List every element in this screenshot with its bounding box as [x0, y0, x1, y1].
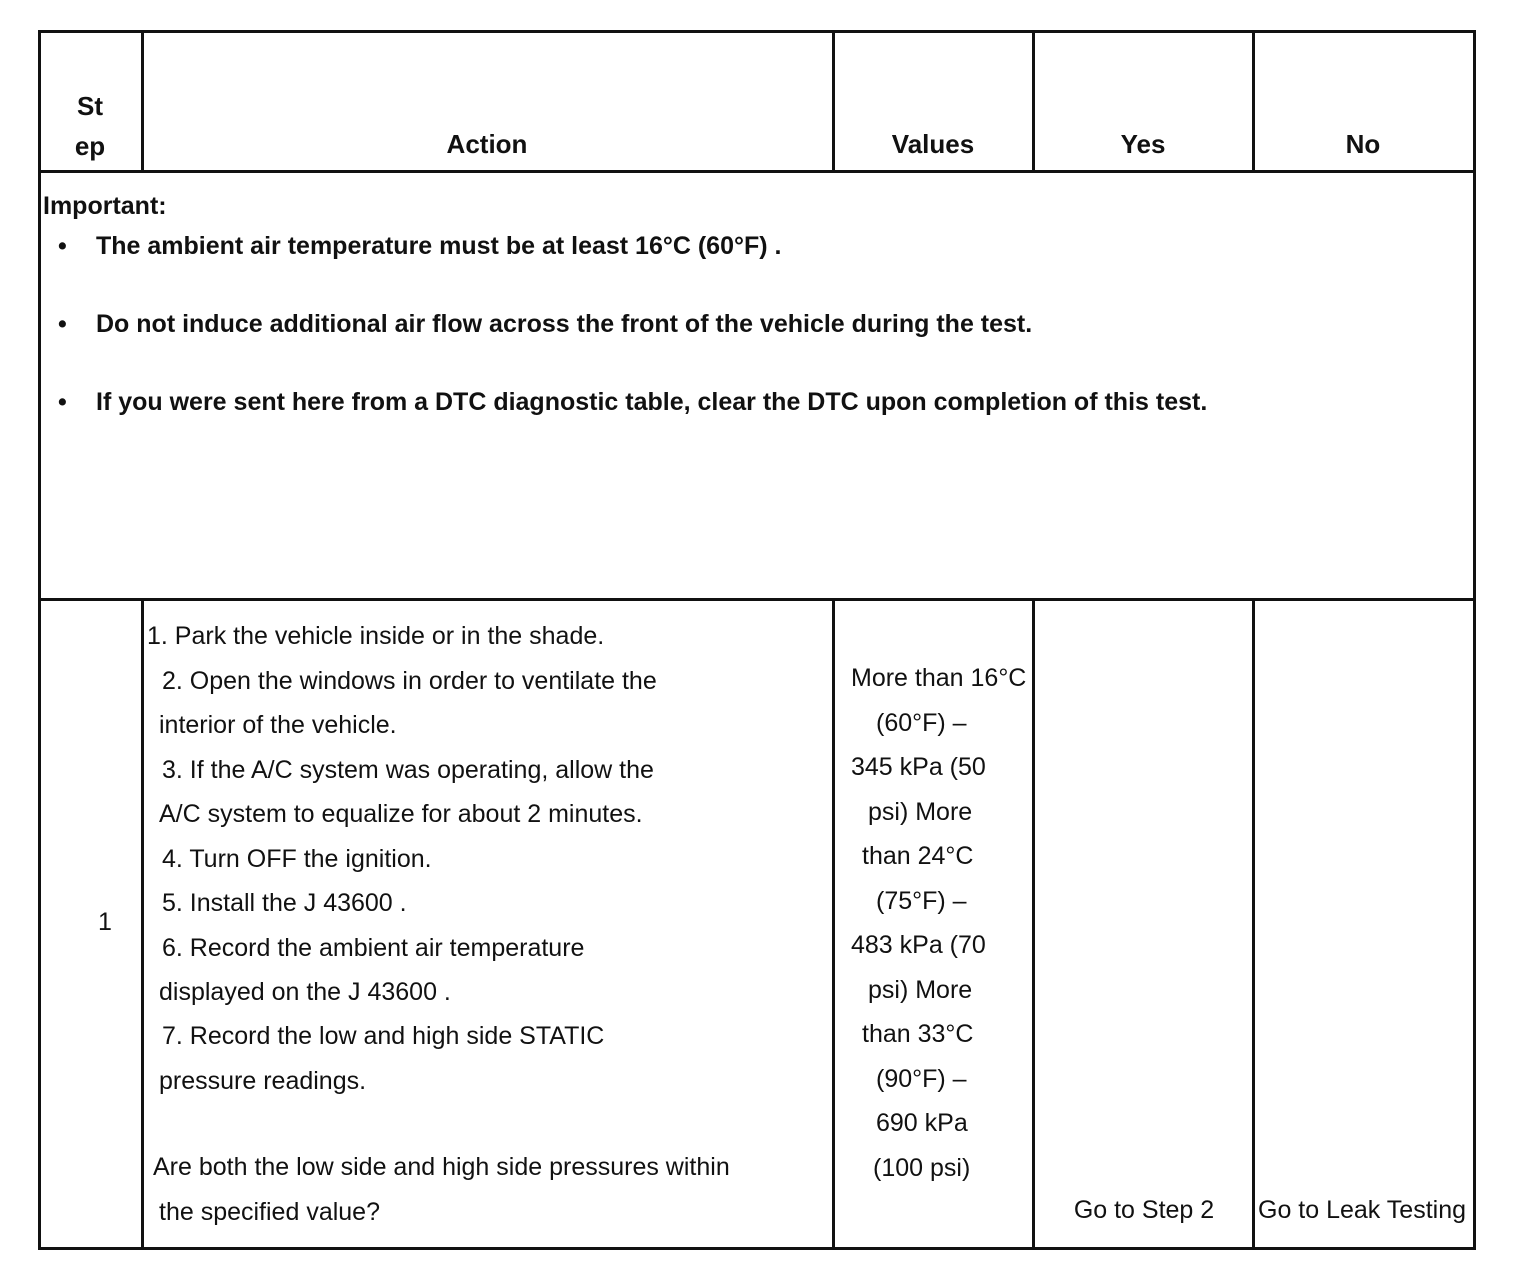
important-item	[58, 230, 1207, 262]
row-divider-values	[1032, 598, 1035, 1250]
no-link[interactable]: Go to Leak Testing	[1258, 1196, 1467, 1224]
table-top-border	[38, 30, 1476, 33]
action-question: Are both the low side and high side pressures within	[153, 1153, 730, 1181]
row-divider-action	[832, 598, 835, 1250]
action-line: 6. Record the ambient air temperature	[162, 934, 585, 962]
important-label: Important:	[43, 192, 167, 220]
action-question: the specified value?	[159, 1198, 380, 1226]
important-item-text: If you were sent here from a DTC diagnostic table, clear the DTC upon completion of this test.	[96, 388, 1208, 416]
table-right-border	[1473, 30, 1476, 1250]
header-step-line1: St	[77, 91, 103, 121]
value-line: (100 psi)	[873, 1154, 971, 1182]
header-step	[40, 86, 140, 166]
value-line: 690 kPa	[876, 1109, 968, 1137]
row-divider-yes	[1252, 598, 1255, 1250]
header-no: No	[1345, 129, 1381, 159]
bullet-icon: •	[58, 388, 67, 416]
value-line: than 33°C	[862, 1020, 974, 1048]
value-line: (90°F) –	[876, 1065, 967, 1093]
action-line: 4. Turn OFF the ignition.	[162, 845, 432, 873]
important-list	[58, 230, 1207, 464]
header-step-line2: ep	[74, 131, 106, 161]
action-line: 1. Park the vehicle inside or in the shade.	[147, 622, 605, 650]
header-yes: Yes	[1120, 129, 1166, 159]
yes-link[interactable]: Go to Step 2	[1073, 1196, 1215, 1224]
important-item	[58, 308, 1207, 340]
action-line: A/C system to equalize for about 2 minutes.	[159, 800, 643, 828]
action-line: 3. If the A/C system was operating, allow the	[162, 756, 654, 784]
bullet-icon: •	[58, 310, 67, 338]
value-line: 483 kPa (70	[851, 931, 986, 959]
value-line: (60°F) –	[876, 709, 967, 737]
step-values	[836, 658, 1032, 1198]
action-line: 2. Open the windows in order to ventilate the	[162, 667, 657, 695]
value-line: than 24°C	[862, 842, 974, 870]
value-line: 345 kPa (50	[851, 753, 986, 781]
important-item-text: The ambient air temperature must be at least 16°C (60°F) .	[96, 232, 782, 260]
bullet-icon: •	[58, 232, 67, 260]
important-item	[58, 386, 1207, 418]
action-line: displayed on the J 43600 .	[159, 978, 451, 1006]
table-left-border	[38, 30, 41, 1250]
value-line: (75°F) –	[876, 887, 967, 915]
header-bottom-border	[38, 170, 1476, 173]
step-number: 1	[98, 908, 112, 936]
action-line: 7. Record the low and high side STATIC	[162, 1022, 605, 1050]
value-line: More than 16°C	[851, 664, 1027, 692]
value-line: psi) More	[868, 798, 973, 826]
action-line: pressure readings.	[159, 1067, 367, 1095]
action-line: interior of the vehicle.	[159, 711, 397, 739]
table-bottom-border	[38, 1247, 1476, 1250]
important-item-text: Do not induce additional air flow across the front of the vehicle during the test.	[96, 310, 1033, 338]
action-line: 5. Install the J 43600 .	[162, 889, 407, 917]
important-bottom-border	[38, 598, 1476, 601]
header-action: Action	[446, 129, 528, 159]
header-values: Values	[891, 129, 975, 159]
value-line: psi) More	[868, 976, 973, 1004]
